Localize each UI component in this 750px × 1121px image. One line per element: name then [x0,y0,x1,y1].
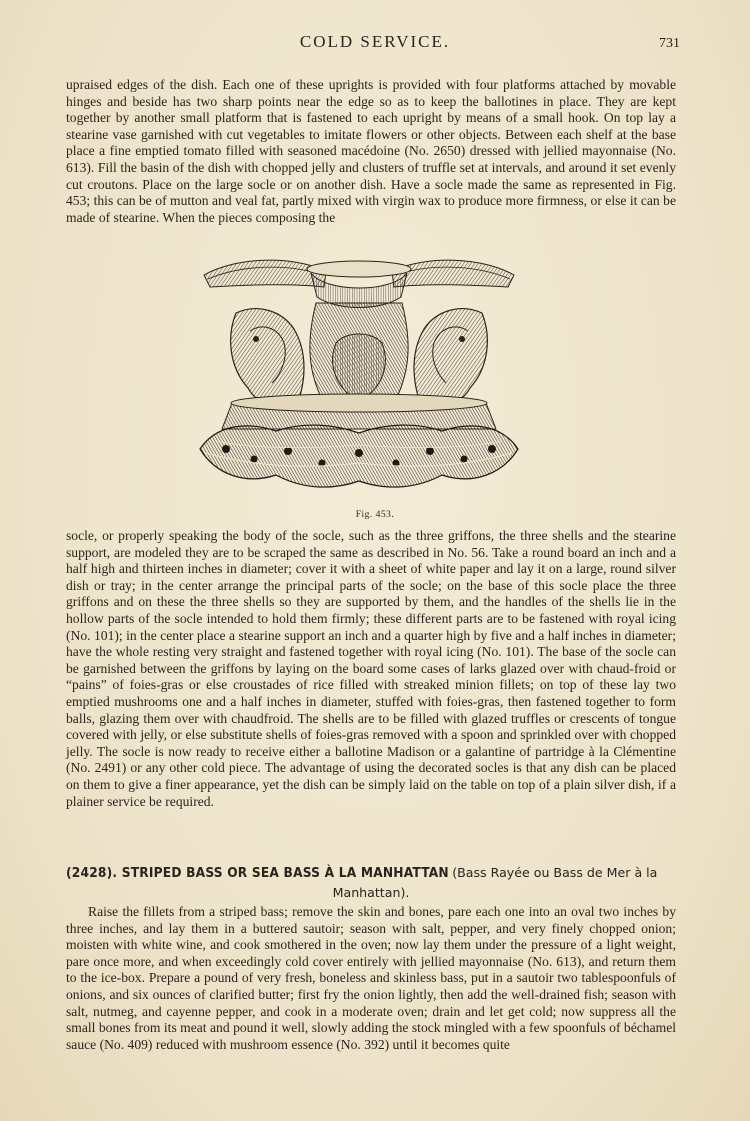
running-title: COLD SERVICE. [299,32,451,51]
decorated-socle-engraving-icon [196,253,522,507]
paragraph-socle-description [66,528,676,810]
figure-caption: Fig. 453. [355,510,395,520]
paragraph-text: upraised edges of the dish. Each one of these uprights is provided with four platforms attached by movable hinges and beside has two sharp points near the edge so as to keep the ballotines in place. They are kept together by another small platform that is fastened to each upright by means of a small hook. On top lay a stearine vase garnished with cut vegetables to imitate flowers or other objects. Between each shelf at the base place a fine emptied tomato filled with seasoned macédoine (No. 2650) dressed with jellied mayonnaise (No. 613). Fill the basin of the dish with chopped jelly and clusters of truffle set at intervals, and around it set evenly cut croutons. Place on the large socle or on another dish. Have a socle made the same as represented in Fig. 453; this can be of mutton and veal fat, partly mixed with virgin wax to produce more firmness, or else it can be made of stearine. When the pieces composing the [66,77,676,225]
paragraph-text: socle, or properly speaking the body of the socle, such as the three griffons, the three shells and the stearine support, are modeled they are to be scraped the same as described in No. 56. Take a round board an inch and a half high and thirteen inches in diameter; cover it with a sheet of white paper and lay it on a large, round silver dish or tray; in the center arrange the principal parts of the socle; on the base of this socle place the three griffons and on these the three shells so they are supported by them, and the handles of the shells lie in the hollow parts of the socle intended to hold them firmly; these different parts are to be fastened with royal icing (No. 101); in the center place a stearine support an inch and a quarter high by five and a half inches in diameter; have the whole resting very straight and fastened together with royal icing (No. 101). The base of the socle can be garnished between the griffons by laying on the board some cases of larks glazed over with chaud-froid or “pains” of foies-gras or else croustades of rice filled with streaked minion fillets; on top of these lay two emptied mushrooms one and a half inches in diameter, stuffed with foies-gras, then fastened together to form balls, glazing them over with chaudfroid. The shells are to be filled with glazed truffles or crescents of tongue covered with jelly, or else substitute shells of foies-gras removed with a spoon and sprinkled over with chopped jelly. The socle is now ready to receive either a ballotine Madison or a galantine of partridge à la Clémentine (No. 2491) or any other cold piece. The advantage of using the decorated socles is that any dish can be placed on them to give a finer appearance, yet the dish can be simply laid on the table on top of a plain silver dish, if a plainer service be required. [66,528,676,809]
running-head [0,30,750,56]
recipe-french-title: (Bass Rayée ou Bass de Mer à la [452,865,658,880]
paragraph-recipe-method [66,904,676,1053]
recipe-french-title-continued: Manhattan). [332,885,410,900]
recipe-heading [66,863,676,902]
recipe-number-title: (2428). STRIPED BASS OR SEA BASS À LA MANHATTAN [66,865,449,881]
page-number: 731 [659,36,680,51]
figure-socle-illustration [196,253,522,507]
paragraph-text: Raise the fillets from a striped bass; remove the skin and bones, pare each one into an oval two inches by three inches, and lay them in a buttered sautoir; season with salt, pepper, and very finely chopped onion; moisten with white wine, and cook smothered in the oven; now lay them under the pressure of a light weight, pare once more, and when exceedingly cold cover entirely with jellied mayonnaise (No. 613), and return them to the ice-box. Prepare a pound of very fresh, boneless and skinless bass, put in a sautoir two tablespoonfuls of onions, and six ounces of clarified butter; first fry the onion lightly, then add the well-drained fish; season with salt, nutmeg, and cayenne pepper, and cook in a moderate oven; drain and let get cold; now suppress all the small bones from its meat and pound it well, slowly adding the stock mingled with a few spoonfuls of béchamel sauce (No. 409) reduced with mushroom essence (No. 392) until it becomes quite [66,904,676,1052]
paragraph-continuation [66,77,676,226]
